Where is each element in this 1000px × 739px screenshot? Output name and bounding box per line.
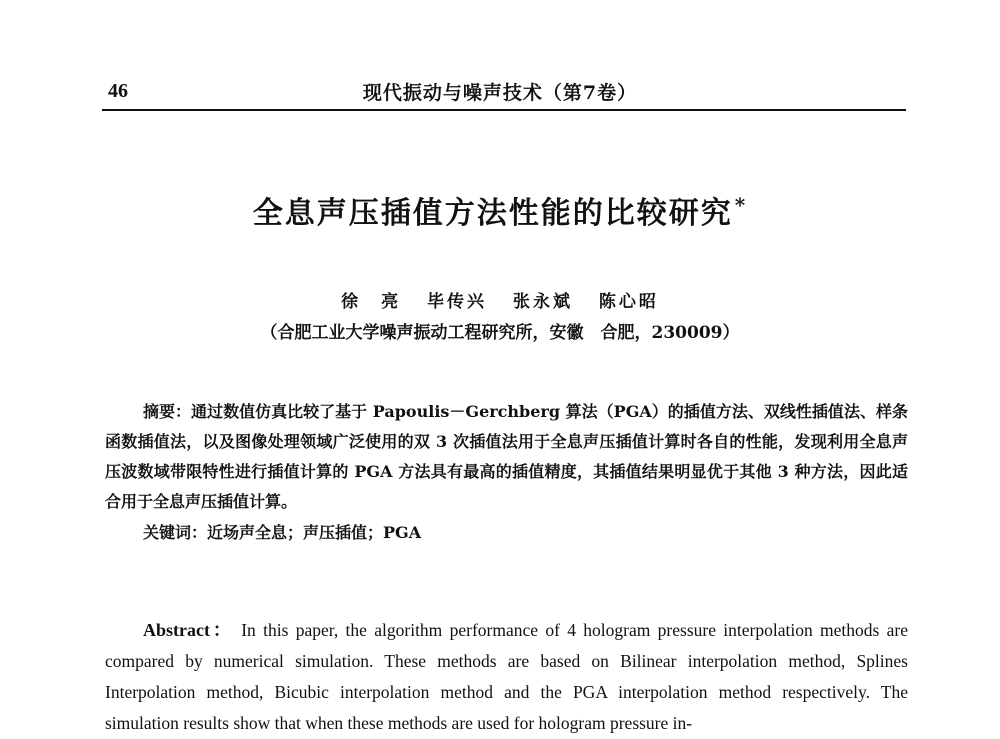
author-name: 毕传兴: [427, 292, 488, 312]
author-name: 徐 亮: [341, 292, 402, 312]
english-abstract-text: In this paper, the algorithm performance of 4 hologram pressure interpolation methods are compared by numerical simulation. These methods are based on Bilinear interpolation method, Splines Interpolation method, Bicubic interpolation method and the PGA interpolation method respectively. The simulation results show that when these methods are used for hologram pressure in-: [105, 620, 909, 733]
keywords-label: 关键词：: [143, 523, 208, 542]
author-affiliation: （合肥工业大学噪声振动工程研究所，安徽 合肥，230009）: [260, 323, 740, 343]
paper-title-text: 全息声压插值方法性能的比较研究: [252, 196, 733, 231]
keywords-text: 近场声全息；声压插值；PGA: [207, 523, 422, 542]
author-list: [150, 287, 850, 312]
chinese-abstract: [105, 397, 908, 517]
chinese-keywords: [143, 520, 903, 543]
chinese-abstract-label: 摘要：: [143, 402, 192, 421]
running-header-journal: 现代振动与噪声技术（第7卷）: [362, 82, 638, 104]
header-rule: [102, 109, 906, 111]
paper-title: [100, 188, 900, 232]
english-abstract: [105, 615, 908, 739]
english-abstract-label: Abstract：: [143, 620, 234, 640]
page-number: 46: [108, 80, 128, 102]
author-name: 张永斌: [512, 292, 573, 312]
title-footnote-mark: *: [734, 193, 748, 217]
chinese-abstract-text: 通过数值仿真比较了基于 Papoulis－Gerchberg 算法（PGA）的插值方法、双线性插值法、样条函数插值法，以及图像处理领域广泛使用的双 3 次插值法用于全息声压插值计算时各自的性能，发现利用全息声压波数域带限特性进行插值计算的 PGA 方法具有最高的插值精度，其插值结果明显优于其他 3 种方法，因此适合用于全息声压插值计算。: [105, 402, 908, 511]
author-name: 陈心昭: [598, 292, 659, 312]
